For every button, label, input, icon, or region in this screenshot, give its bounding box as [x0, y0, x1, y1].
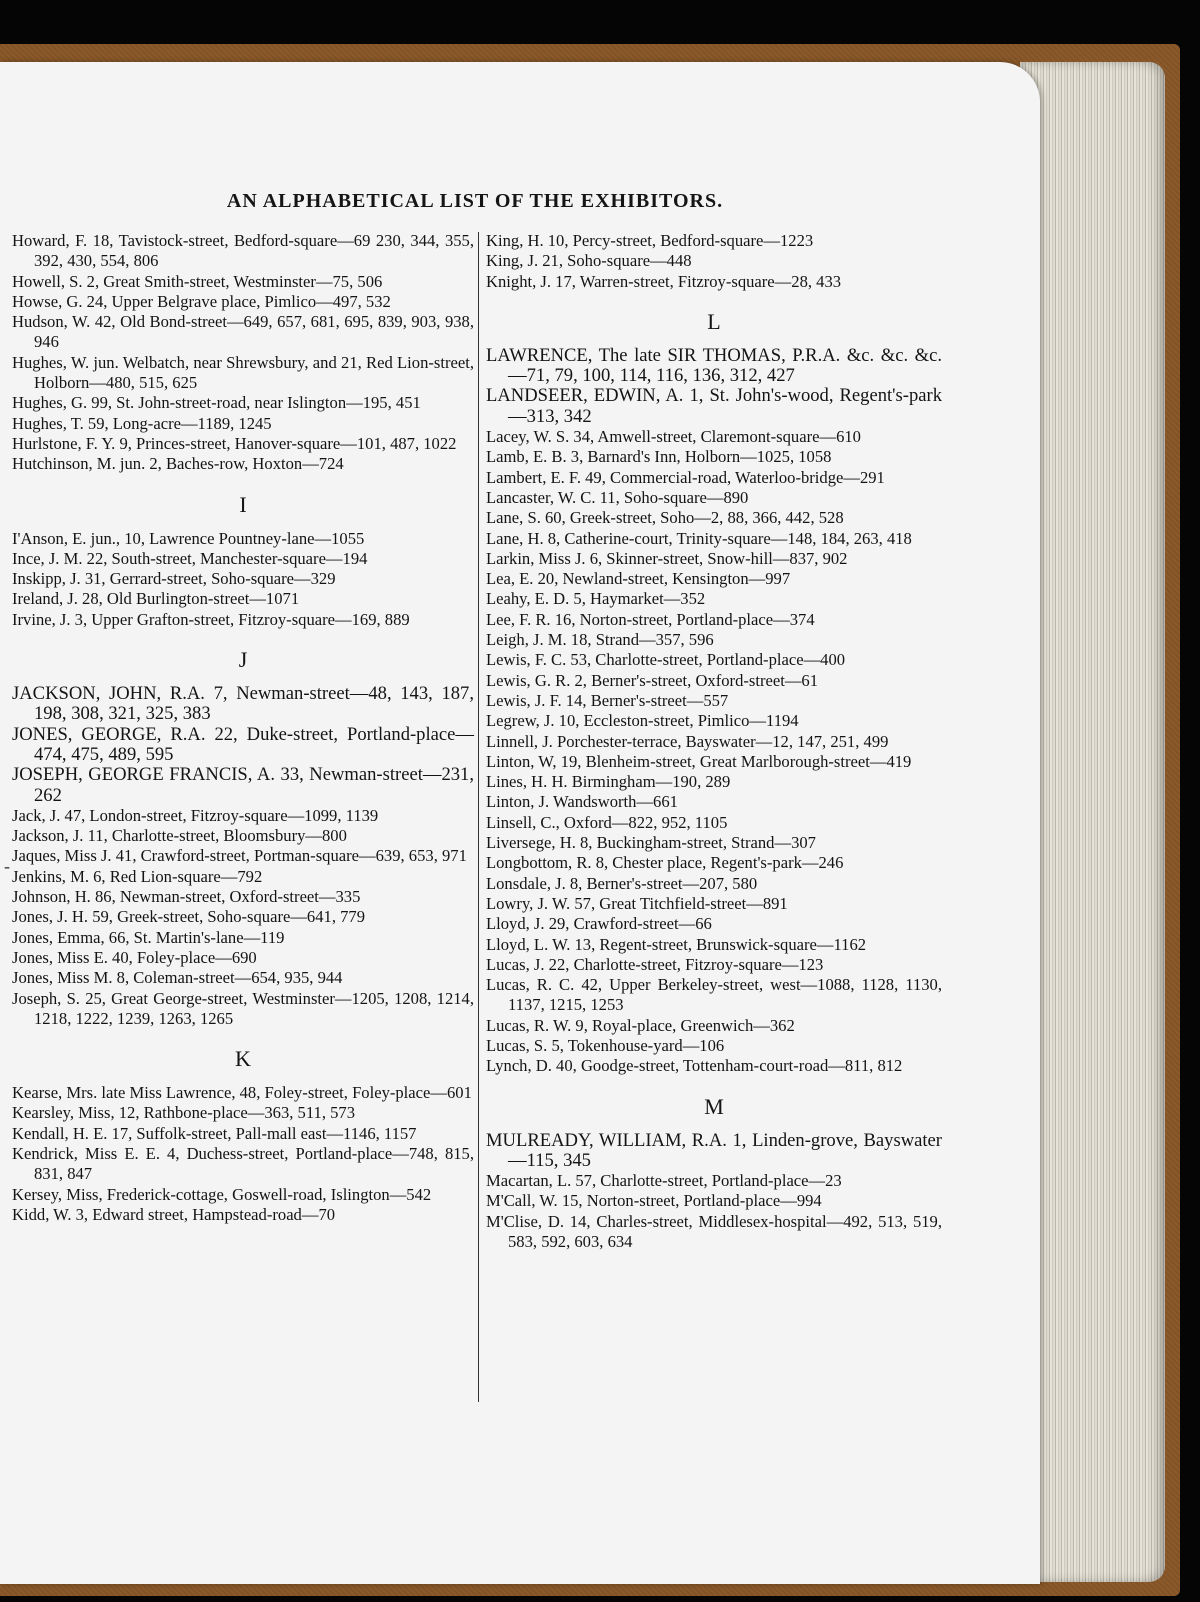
exhibitor-entry: Kendall, H. E. 17, Suffolk-street, Pall-mall east—1146, 1157: [12, 1123, 417, 1143]
exhibitor-entry: Legrew, J. 10, Eccleston-street, Pimlico—1194: [486, 711, 799, 731]
section-letter: K: [235, 1046, 251, 1072]
section-letter: L: [707, 308, 721, 334]
exhibitor-entry: Kidd, W. 3, Edward street, Hampstead-road—70: [12, 1204, 336, 1224]
exhibitor-entry: Jones, Emma, 66, St. Martin's-lane—119: [12, 927, 285, 947]
left-column: [12, 231, 474, 1225]
exhibitor-entry: M'Clise, D. 14, Charles-street, Middlesex-hospital—492, 513, 519, 583, 592, 603, 634: [486, 1211, 942, 1252]
exhibitor-entry: King, H. 10, Percy-street, Bedford-square—1223: [486, 231, 814, 250]
exhibitor-entry: Hurlstone, F. Y. 9, Princes-street, Hanover-square—101, 487, 1022: [12, 433, 457, 453]
exhibitor-entry: Kersey, Miss, Frederick-cottage, Goswell-road, Islington—542: [12, 1184, 432, 1204]
exhibitor-entry: Ince, J. M. 22, South-street, Manchester-square—194: [12, 548, 368, 568]
exhibitor-entry: Lewis, J. F. 14, Berner's-street—557: [486, 690, 729, 710]
exhibitor-entry: Lambert, E. F. 49, Commercial-road, Waterloo-bridge—291: [486, 467, 885, 487]
page-title: AN ALPHABETICAL LIST OF THE EXHIBITORS.: [226, 190, 724, 212]
exhibitor-entry: Hutchinson, M. jun. 2, Baches-row, Hoxton—724: [12, 454, 344, 474]
exhibitor-entry: Joseph, S. 25, Great George-street, Westminster—1205, 1208, 1214, 1218, 1222, 1239, 1263, 1265: [12, 988, 474, 1028]
exhibitor-entry: Lane, H. 8, Catherine-court, Trinity-square—148, 184, 263, 418: [486, 528, 912, 548]
exhibitor-entry: Knight, J. 17, Warren-street, Fitzroy-square—28, 433: [486, 271, 842, 291]
exhibitor-entry: Lane, S. 60, Greek-street, Soho—2, 88, 366, 442, 528: [486, 508, 844, 528]
right-column: [486, 231, 942, 1252]
exhibitor-entry: Irvine, J. 3, Upper Grafton-street, Fitzroy-square—169, 889: [12, 609, 410, 629]
exhibitor-entry: Lamb, E. B. 3, Barnard's Inn, Holborn—1025, 1058: [486, 447, 832, 467]
exhibitor-entry: Johnson, H. 86, Newman-street, Oxford-street—335: [12, 887, 361, 907]
exhibitor-entry: Larkin, Miss J. 6, Skinner-street, Snow-hill—837, 902: [486, 548, 848, 568]
exhibitor-entry: Hudson, W. 42, Old Bond-street—649, 657, 681, 695, 839, 903, 938, 946: [12, 312, 474, 352]
exhibitor-entry: Lucas, J. 22, Charlotte-street, Fitzroy-square—123: [486, 954, 824, 974]
section-letter: I: [239, 491, 247, 517]
exhibitor-entry: Jack, J. 47, London-street, Fitzroy-square—1099, 1139: [12, 805, 379, 825]
exhibitor-entry: Ireland, J. 28, Old Burlington-street—1071: [12, 589, 300, 609]
exhibitor-entry: Hughes, T. 59, Long-acre—1189, 1245: [12, 413, 272, 433]
academician-entry: LANDSEER, EDWIN, A. 1, St. John's-wood, Regent's-park—313, 342: [486, 385, 942, 427]
exhibitor-entry: Lee, F. R. 16, Norton-street, Portland-place—374: [486, 609, 815, 629]
academician-entry: MULREADY, WILLIAM, R.A. 1, Linden-grove, Bayswater—115, 345: [486, 1129, 942, 1171]
section-letter: M: [704, 1093, 724, 1119]
exhibitor-entry: Leigh, J. M. 18, Strand—357, 596: [486, 630, 714, 650]
exhibitor-entry: Jones, J. H. 59, Greek-street, Soho-square—641, 779: [12, 907, 366, 927]
exhibitor-entry: Lonsdale, J. 8, Berner's-street—207, 580: [486, 873, 758, 893]
exhibitor-entry: Liversege, H. 8, Buckingham-street, Strand—307: [486, 833, 816, 853]
exhibitor-entry: Kearsley, Miss, 12, Rathbone-place—363, 511, 573: [12, 1103, 356, 1123]
exhibitor-entry: Lloyd, L. W. 13, Regent-street, Brunswick-square—1162: [486, 934, 867, 954]
exhibitor-entry: Jones, Miss M. 8, Coleman-street—654, 935, 944: [12, 968, 343, 988]
exhibitor-entry: Lancaster, W. C. 11, Soho-square—890: [486, 487, 749, 507]
exhibitor-entry: Kearse, Mrs. late Miss Lawrence, 48, Foley-street, Foley-place—601: [12, 1083, 472, 1103]
exhibitor-entry: King, J. 21, Soho-square—448: [486, 251, 692, 271]
exhibitor-entry: Lucas, S. 5, Tokenhouse-yard—106: [486, 1035, 725, 1055]
margin-mark: -: [4, 856, 10, 876]
academician-entry: JOSEPH, GEORGE FRANCIS, A. 33, Newman-street—231, 262: [12, 764, 474, 806]
exhibitor-entry: Lloyd, J. 29, Crawford-street—66: [486, 914, 712, 934]
exhibitor-entry: Jaques, Miss J. 41, Crawford-street, Portman-square—639, 653, 971: [12, 846, 467, 866]
column-divider: [478, 232, 479, 1402]
exhibitor-entry: Lowry, J. W. 57, Great Titchfield-street—891: [486, 893, 788, 913]
exhibitor-entry: Hughes, W. jun. Welbatch, near Shrewsbury, and 21, Red Lion-street, Holborn—480, 515, 625: [12, 352, 474, 393]
exhibitor-entry: Inskipp, J. 31, Gerrard-street, Soho-square—329: [12, 569, 336, 589]
exhibitor-entry: Lewis, F. C. 53, Charlotte-street, Portland-place—400: [486, 650, 846, 670]
exhibitor-entry: Lucas, R. C. 42, Upper Berkeley-street, west—1088, 1128, 1130, 1137, 1215, 1253: [486, 975, 942, 1015]
exhibitor-entry: Linsell, C., Oxford—822, 952, 1105: [486, 812, 728, 832]
exhibitor-entry: Lea, E. 20, Newland-street, Kensington—997: [486, 569, 791, 589]
exhibitor-entry: Macartan, L. 57, Charlotte-street, Portland-place—23: [486, 1171, 842, 1191]
exhibitor-entry: Lynch, D. 40, Goodge-street, Tottenham-court-road—811, 812: [486, 1056, 903, 1076]
academician-entry: JONES, GEORGE, R.A. 22, Duke-street, Portland-place—474, 475, 489, 595: [12, 723, 474, 765]
academician-entry: LAWRENCE, The late SIR THOMAS, P.R.A. &c. &c. &c.—71, 79, 100, 114, 116, 136, 312, 427: [486, 344, 942, 387]
exhibitor-entry: M'Call, W. 15, Norton-street, Portland-place—994: [486, 1191, 822, 1211]
exhibitor-entry: Linton, W, 19, Blenheim-street, Great Marlborough-street—419: [486, 751, 912, 771]
academician-entry: JACKSON, JOHN, R.A. 7, Newman-street—48, 143, 187, 198, 308, 321, 325, 383: [12, 683, 474, 725]
exhibitor-entry: Howse, G. 24, Upper Belgrave place, Pimlico—497, 532: [12, 291, 391, 311]
exhibitor-entry: Lines, H. H. Birmingham—190, 289: [486, 772, 731, 792]
section-letter: J: [238, 647, 248, 673]
exhibitor-entry: Lucas, R. W. 9, Royal-place, Greenwich—362: [486, 1015, 795, 1035]
exhibitor-entry: Hughes, G. 99, St. John-street-road, near Islington—195, 451: [12, 393, 421, 413]
exhibitor-entry: Leahy, E. D. 5, Haymarket—352: [486, 589, 706, 609]
exhibitor-entry: Lewis, G. R. 2, Berner's-street, Oxford-street—61: [486, 670, 819, 690]
exhibitor-entry: Howard, F. 18, Tavistock-street, Bedford-square—69 230, 344, 355, 392, 430, 554, 806: [12, 231, 474, 271]
exhibitor-entry: Lacey, W. S. 34, Amwell-street, Claremont-square—610: [486, 427, 861, 447]
exhibitor-entry: Linnell, J. Porchester-terrace, Bayswater—12, 147, 251, 499: [486, 731, 889, 751]
exhibitor-entry: I'Anson, E. jun., 10, Lawrence Pountney-lane—1055: [12, 528, 365, 548]
exhibitor-entry: Howell, S. 2, Great Smith-street, Westminster—75, 506: [12, 271, 383, 291]
exhibitor-entry: Jenkins, M. 6, Red Lion-square—792: [12, 866, 263, 886]
exhibitor-entry: Jones, Miss E. 40, Foley-place—690: [12, 947, 257, 967]
exhibitor-entry: Kendrick, Miss E. E. 4, Duchess-street, Portland-place—748, 815, 831, 847: [12, 1143, 474, 1184]
exhibitor-entry: Longbottom, R. 8, Chester place, Regent's-park—246: [486, 853, 844, 873]
exhibitor-entry: Jackson, J. 11, Charlotte-street, Bloomsbury—800: [12, 826, 347, 846]
page-edges: [1020, 62, 1165, 1582]
exhibitor-entry: Linton, J. Wandsworth—661: [486, 792, 678, 812]
